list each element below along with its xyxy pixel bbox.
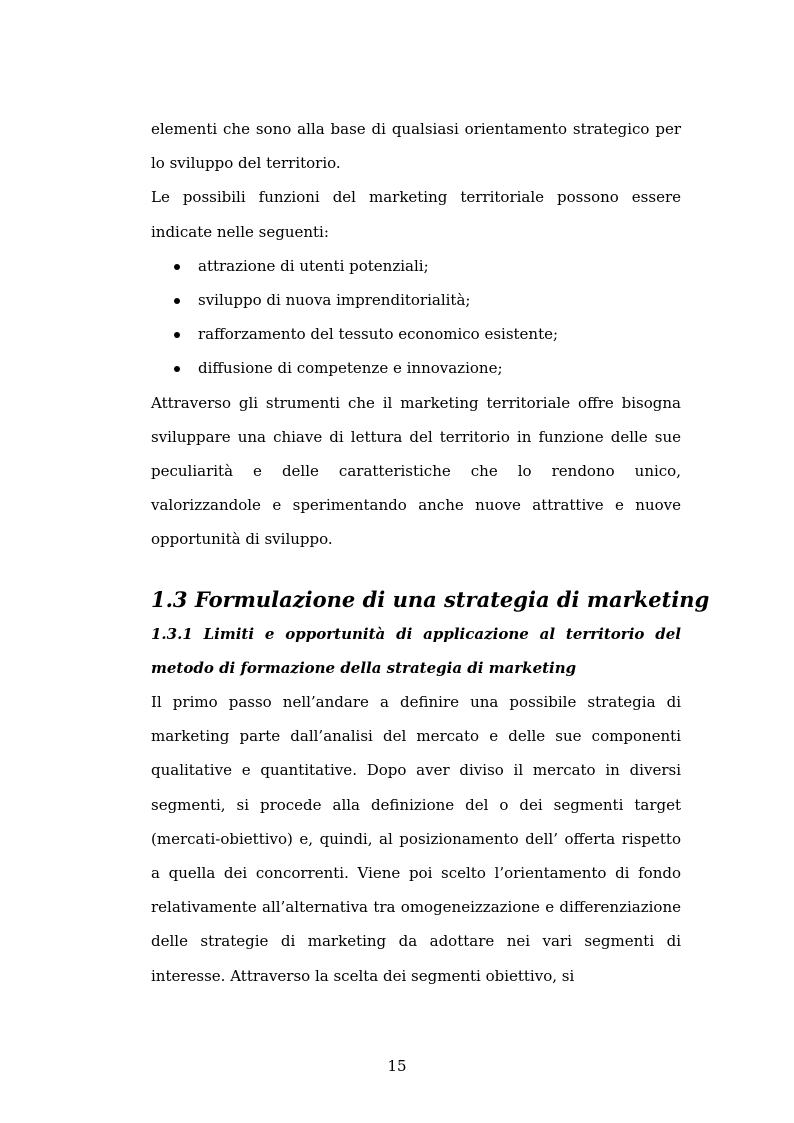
list-item	[151, 249, 681, 283]
bullet-icon	[174, 366, 180, 372]
bullet-icon	[174, 298, 180, 304]
paragraph-tools: Attraverso gli strumenti che il marketing territoriale offre bisogna sviluppare una chiave di lettura del territorio in funzione delle sue peculiarità e delle caratteristiche che lo rendono unico, valorizzandole e sperimentando anche nuove attrattive e nuove opportunità di sviluppo.	[151, 393, 681, 549]
bullet-icon	[174, 332, 180, 338]
list-item-text: diffusione di competenze e innovazione;	[198, 359, 503, 378]
paragraph-functions-intro: Le possibili funzioni del marketing territoriale possono essere indicate nelle seguenti:	[151, 188, 681, 241]
paragraph-strategy: Il primo passo nell’andare a definire una possibile strategia di marketing parte dall’analisi del mercato e delle sue componenti qualitative e quantitative. Dopo aver diviso il mercato in diversi segmenti, si procede alla definizione del o dei segmenti target (mercati-obiettivo) e, quindi, al posizionamento dell’ offerta rispetto a quella dei concorrenti. Viene poi scelto l’orientamento di fondo relativamente all’alternativa tra omogeneizzazione e differenziazione delle strategie di marketing da adottare nei vari segmenti di interesse. Attraverso la scelta dei segmenti obiettivo, si	[151, 693, 681, 985]
subsection-heading: 1.3.1 Limiti e opportunità di applicazione al territorio del metodo di formazione della strategia di marketing	[151, 624, 681, 677]
list-item	[151, 351, 681, 385]
list-item-text: rafforzamento del tessuto economico esistente;	[198, 325, 559, 344]
section-heading: 1.3 Formulazione di una strategia di marketing	[151, 586, 710, 612]
list-item-text: attrazione di utenti potenziali;	[198, 256, 429, 275]
page-body	[151, 112, 710, 993]
functions-list	[151, 249, 681, 386]
page-number: 15	[387, 1057, 407, 1075]
paragraph-intro-continuation: elementi che sono alla base di qualsiasi orientamento strategico per lo sviluppo del territorio.	[151, 120, 681, 173]
list-item	[151, 283, 681, 317]
list-item	[151, 317, 681, 351]
bullet-icon	[174, 264, 180, 270]
list-item-text: sviluppo di nuova imprenditorialità;	[198, 291, 471, 310]
